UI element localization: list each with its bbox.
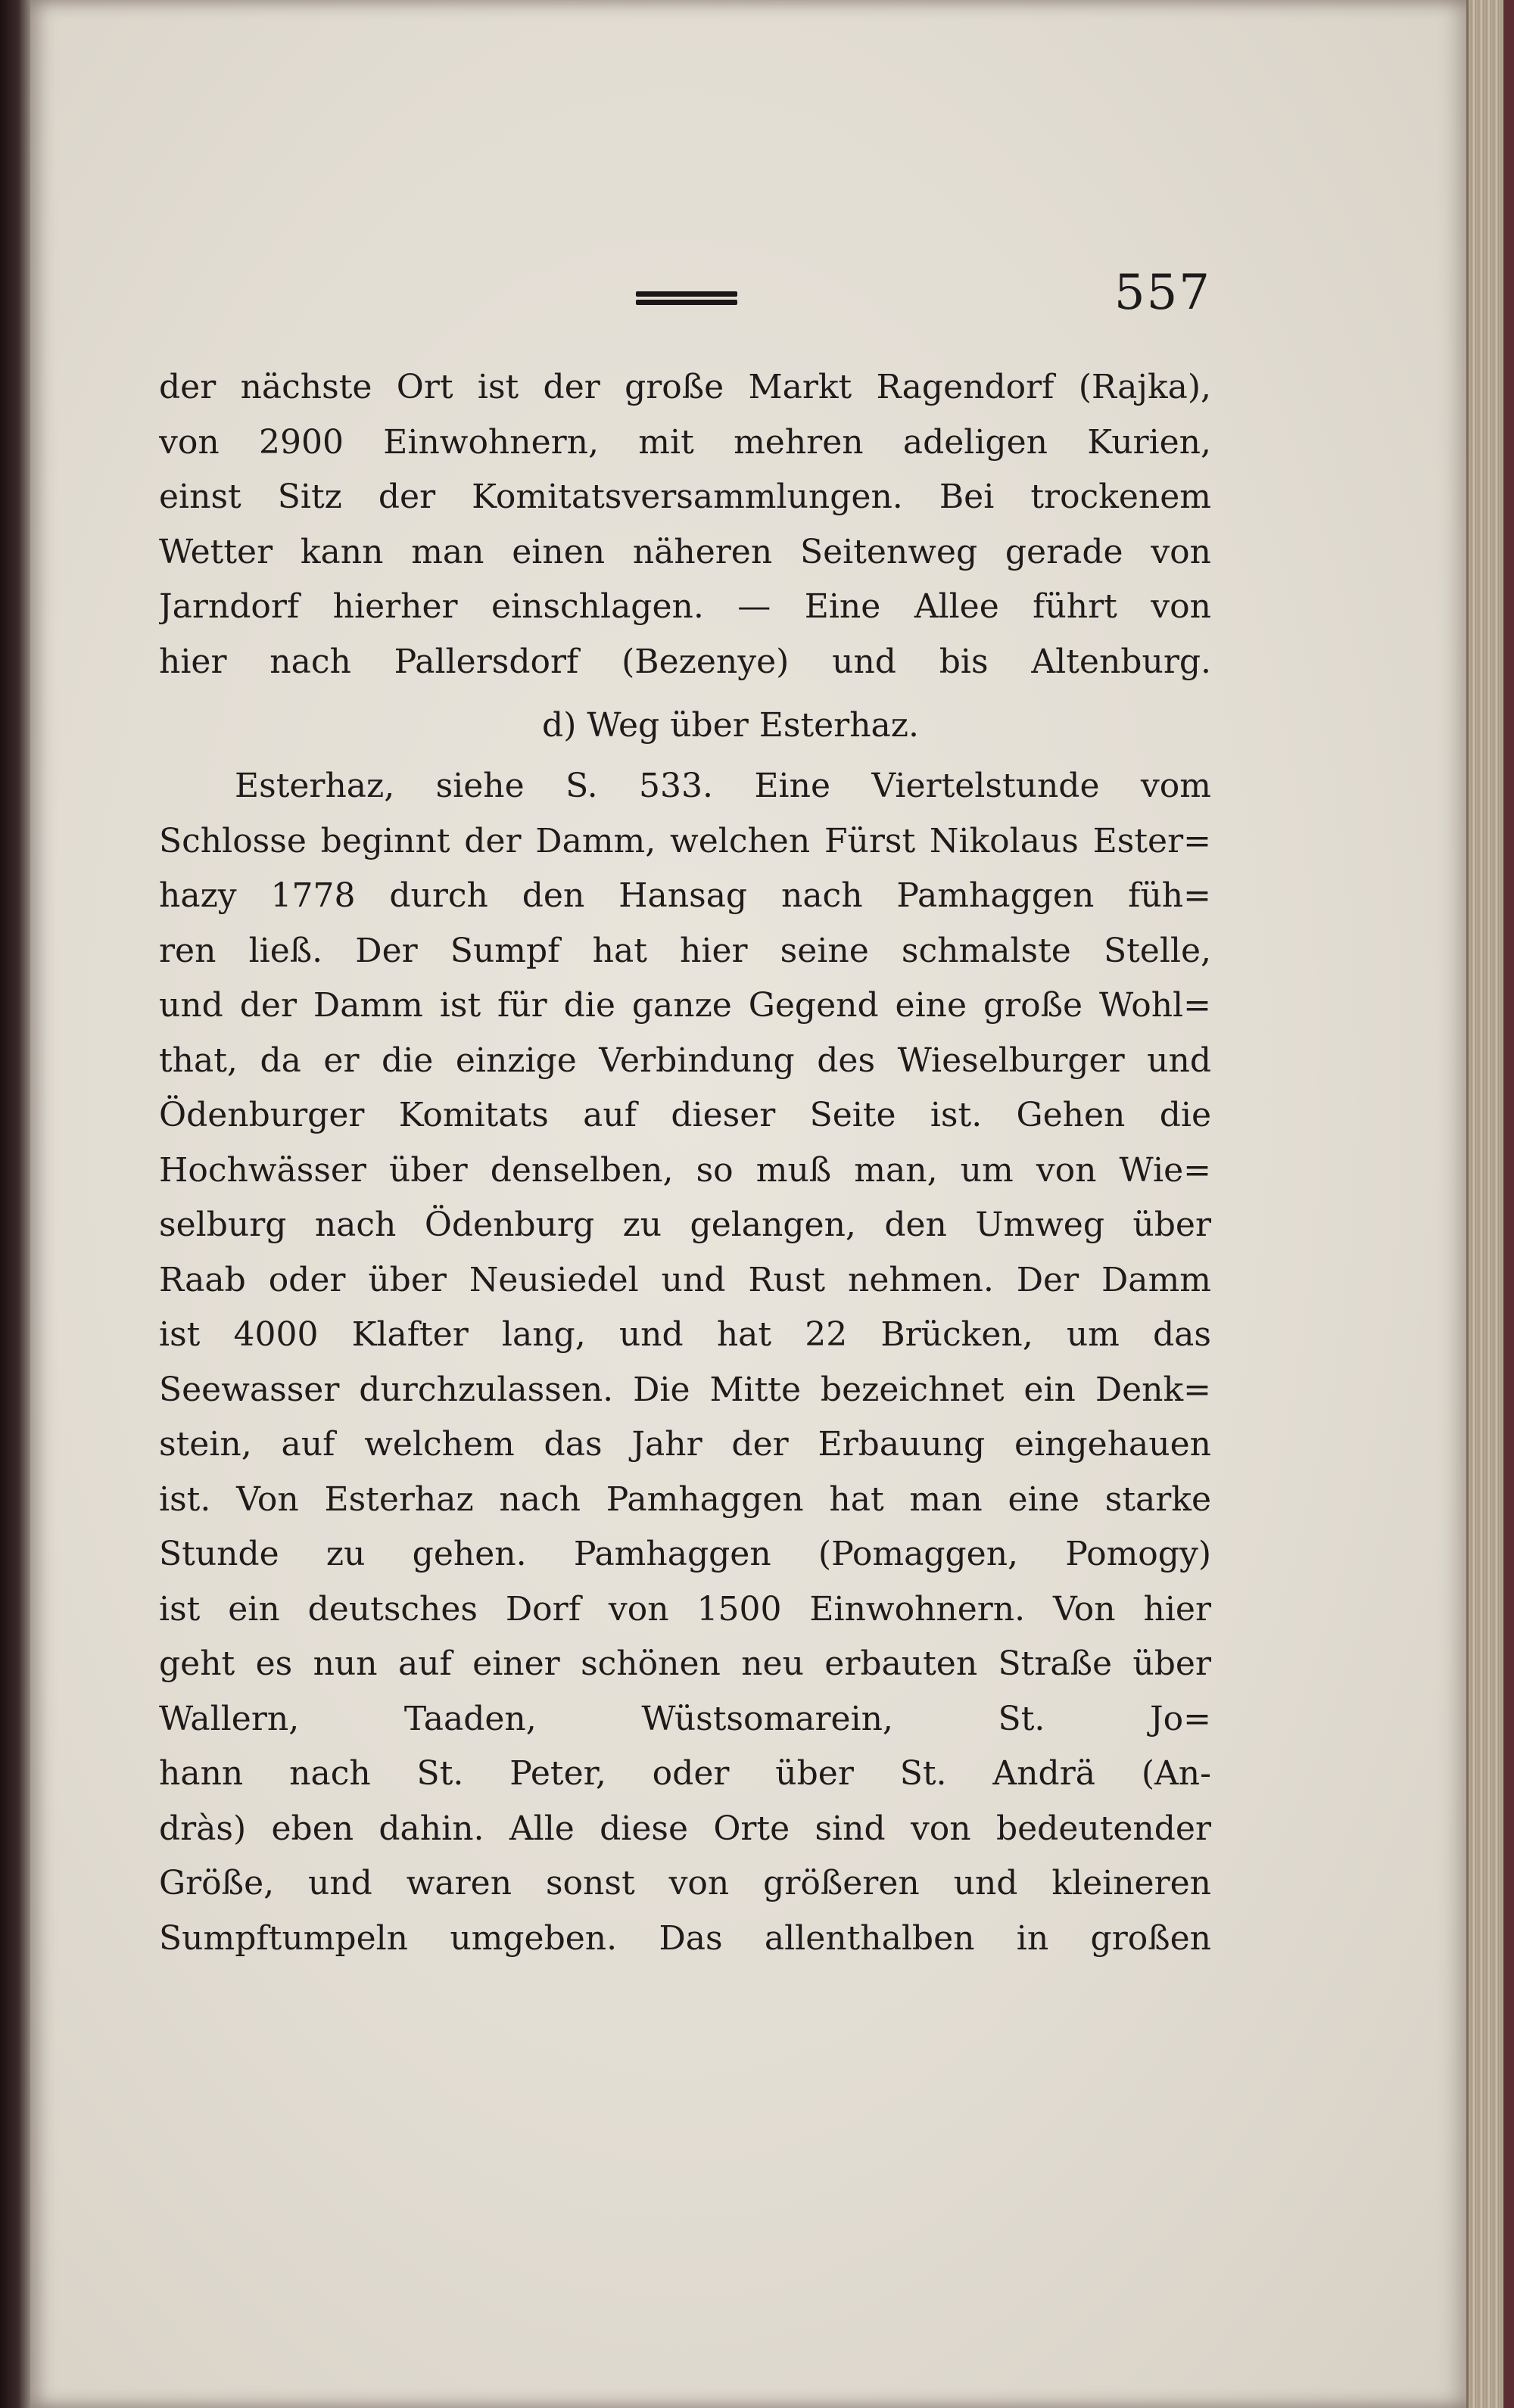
text-line: ist ein deutsches Dorf von 1500 Einwohnern. Von hier xyxy=(159,1589,1211,1629)
text-line: hier nach Pallersdorf (Bezenye) und bis Altenburg. xyxy=(159,642,1211,681)
text-line: hazy 1778 durch den Hansag nach Pamhaggen füh= xyxy=(159,876,1211,915)
body-text xyxy=(159,360,1211,1966)
text-line: selburg nach Ödenburg zu gelangen, den Umweg über xyxy=(159,1206,1211,1244)
book-binding-edge xyxy=(0,0,30,2408)
text-line: von 2900 Einwohnern, mit mehren adeligen Kurien, xyxy=(159,422,1211,462)
text-line: Raab oder über Neusiedel und Rust nehmen. Der Damm xyxy=(159,1260,1211,1299)
running-header xyxy=(159,265,1211,333)
text-line: ist 4000 Klafter lang, und hat 22 Brücken, um das xyxy=(159,1315,1211,1354)
text-line: Wetter kann man einen näheren Seitenweg gerade von xyxy=(159,532,1211,571)
text-line: geht es nun auf einer schönen neu erbauten Straße über xyxy=(159,1644,1211,1683)
text-line: Sumpftumpeln umgeben. Das allenthalben in großen xyxy=(159,1918,1211,1958)
paragraph-1 xyxy=(159,360,1211,689)
header-double-rule xyxy=(636,291,737,305)
text-line: Jarndorf hierher einschlagen. — Eine Allee führt von xyxy=(159,587,1211,626)
text-line: ist. Von Esterhaz nach Pamhaggen hat man eine starke xyxy=(159,1479,1211,1519)
text-line: Stunde zu gehen. Pamhaggen (Pomaggen, Pomogy) xyxy=(159,1535,1211,1573)
text-line: Größe, und waren sonst von größeren und kleineren xyxy=(159,1864,1211,1902)
text-line: stein, auf welchem das Jahr der Erbauung eingehauen xyxy=(159,1425,1211,1464)
text-line: Hochwässer über denselben, so muß man, um von Wie= xyxy=(159,1150,1211,1190)
text-line: hann nach St. Peter, oder über St. Andrä (An- xyxy=(159,1754,1211,1793)
paragraph-2 xyxy=(159,759,1211,1966)
text-line: Wallern, Taaden, Wüstsomarein, St. Jo= xyxy=(159,1699,1211,1738)
page-number: 557 xyxy=(1114,265,1211,321)
text-line: der nächste Ort ist der große Markt Ragendorf (Rajka), xyxy=(159,368,1211,406)
text-line: Schlosse beginnt der Damm, welchen Fürst Nikolaus Ester= xyxy=(159,821,1211,860)
book-cover-edge xyxy=(1503,0,1514,2408)
text-line: Seewasser durchzulassen. Die Mitte bezeichnet ein Denk= xyxy=(159,1370,1211,1409)
section-heading: d) Weg über Esterhaz. xyxy=(542,706,919,745)
text-line: Ödenburger Komitats auf dieser Seite ist. Gehen die xyxy=(159,1096,1211,1134)
text-line: Esterhaz, siehe S. 533. Eine Viertelstunde vom xyxy=(235,767,1211,805)
text-line: und der Damm ist für die ganze Gegend eine große Wohl= xyxy=(159,986,1211,1025)
text-line: einst Sitz der Komitatsversammlungen. Bei trockenem xyxy=(159,478,1211,516)
text-line: that, da er die einzige Verbindung des Wieselburger und xyxy=(159,1041,1211,1080)
text-line: ren ließ. Der Sumpf hat hier seine schmalste Stelle, xyxy=(159,931,1211,970)
text-line: dràs) eben dahin. Alle diese Orte sind von bedeutender xyxy=(159,1809,1211,1848)
